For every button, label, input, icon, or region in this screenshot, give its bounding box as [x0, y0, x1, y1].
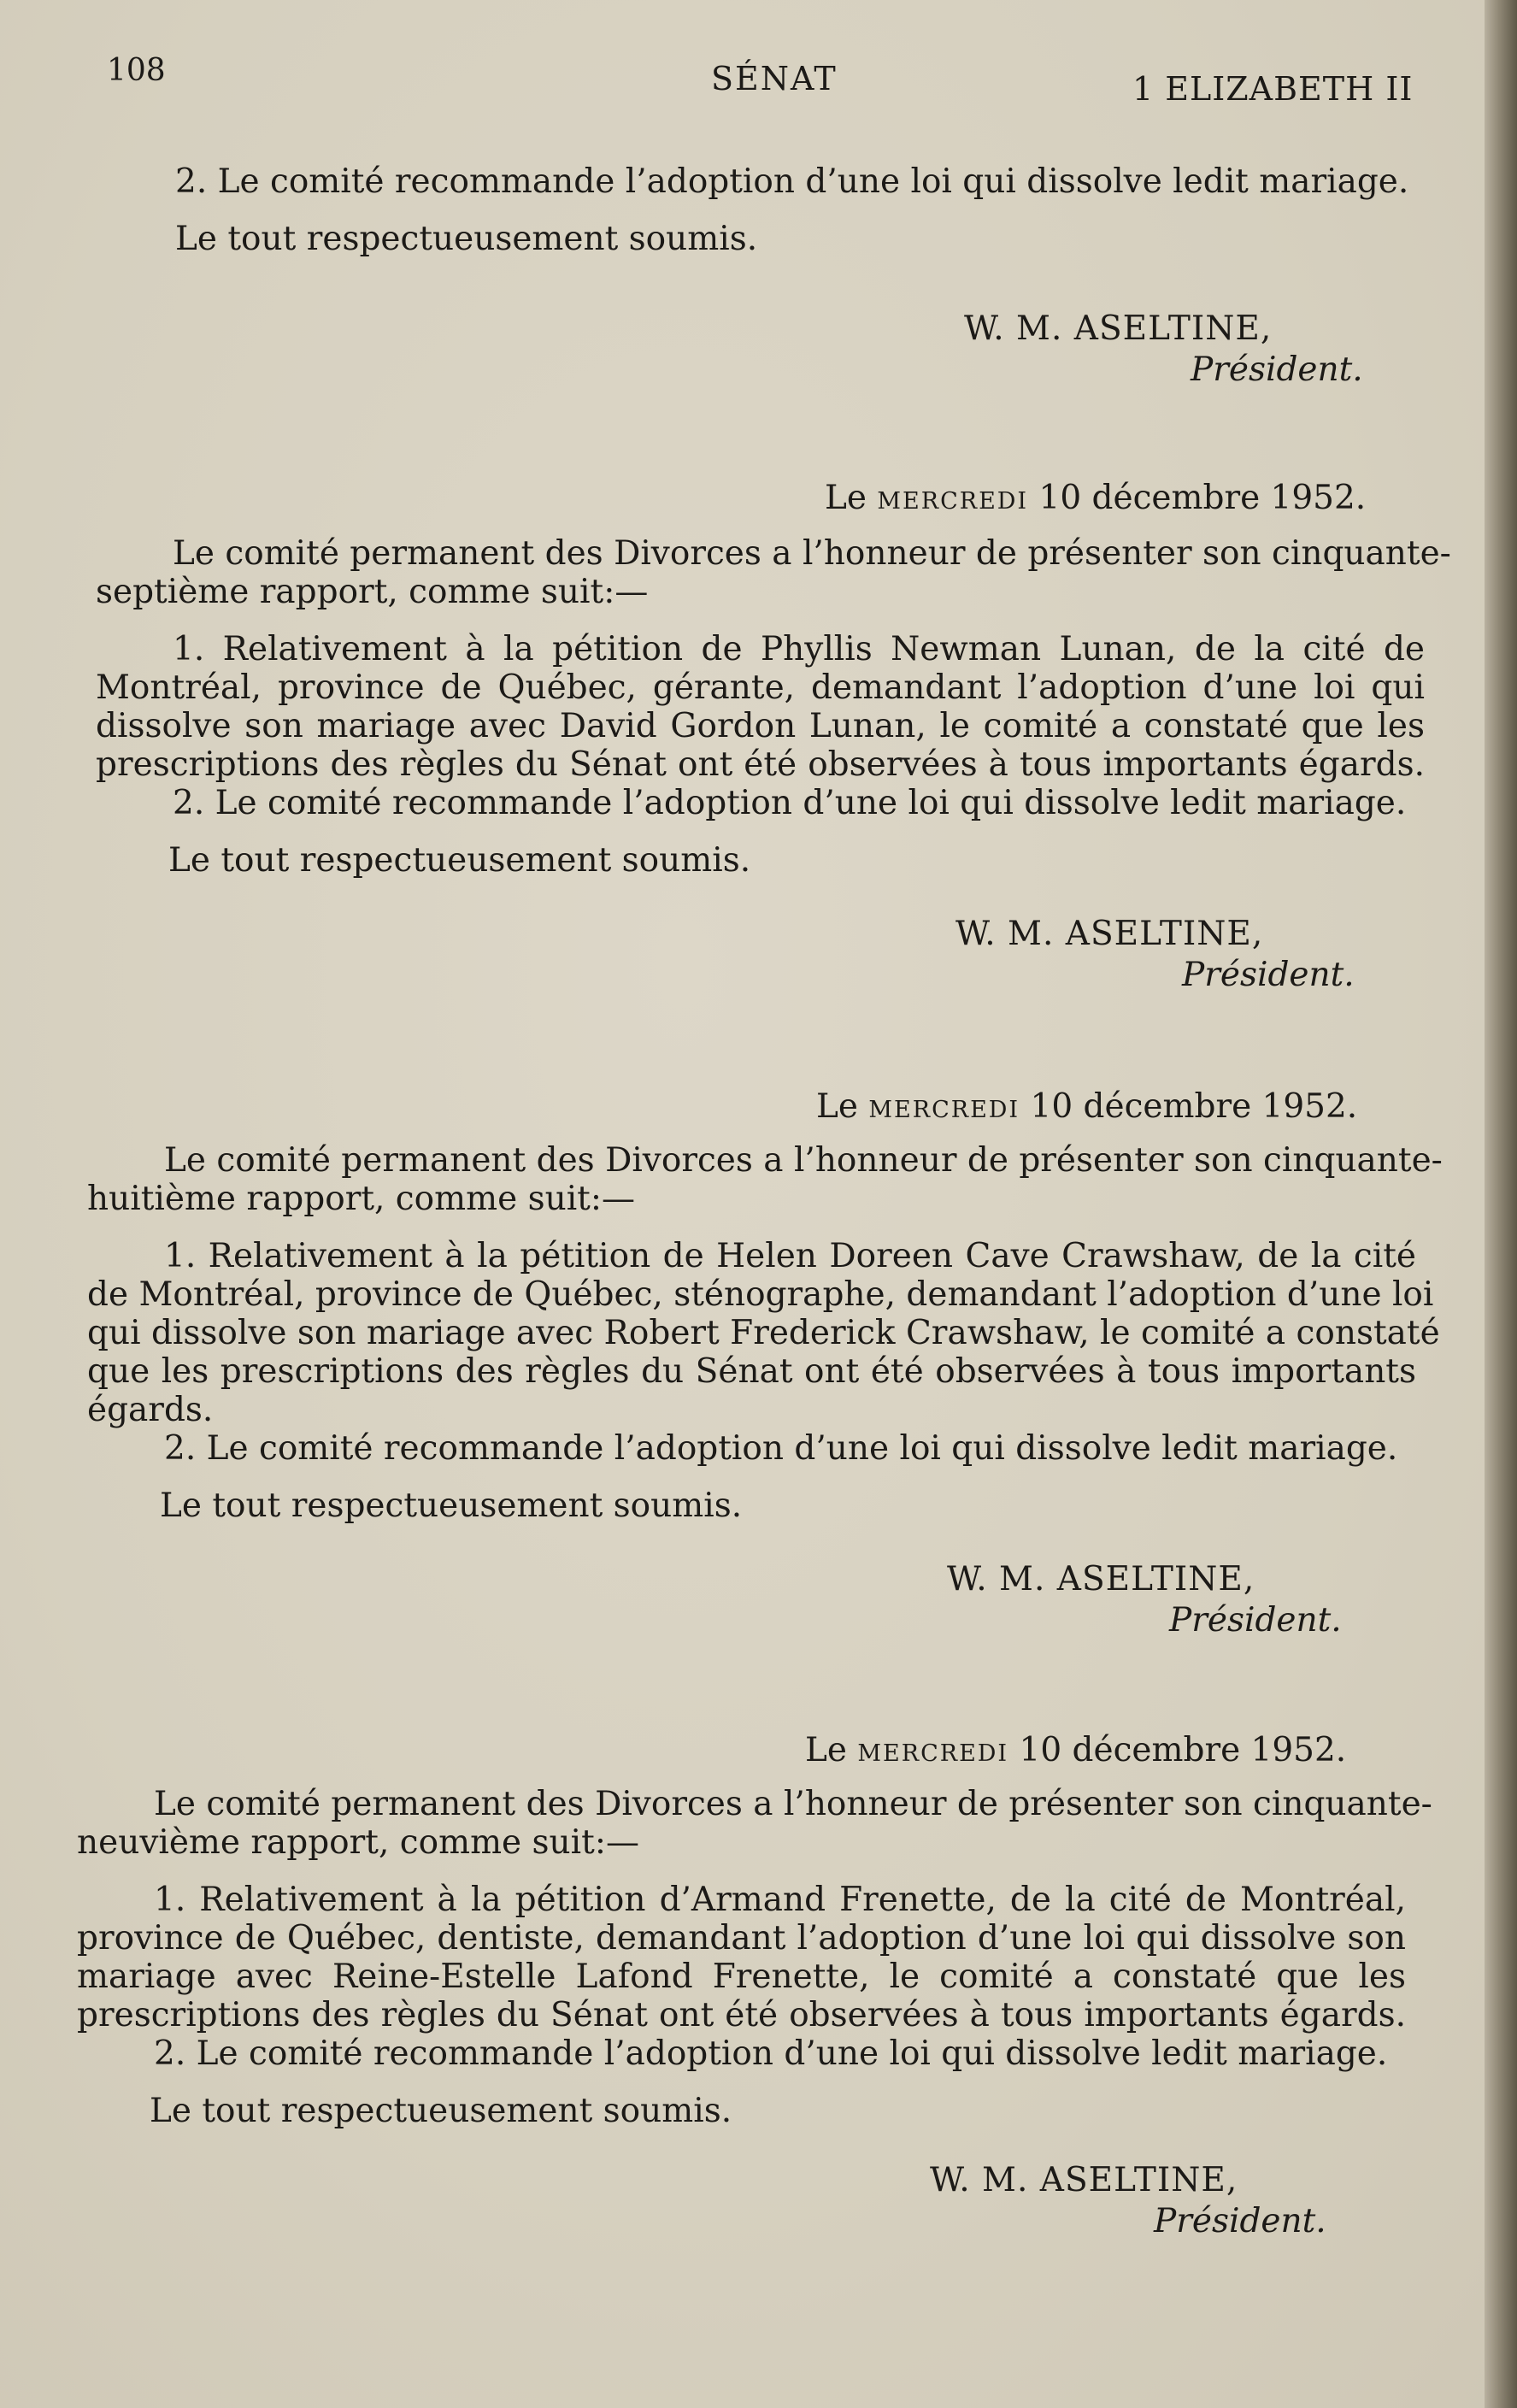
- closing-line: Le tout respectueusement soumis.: [168, 841, 751, 880]
- closing-line: Le tout respectueusement soumis.: [175, 220, 758, 258]
- item1-line: mariage avec Reine-Estelle Lafond Frenette, le comité a constaté que les: [77, 1958, 1406, 1996]
- item1-line: 1. Relativement à la pétition de Helen Doreen Cave Crawshaw, de la cité: [164, 1237, 1416, 1275]
- intro-line: neuvième rapport, comme suit:—: [77, 1823, 639, 1862]
- signatory-name: W. M. ASELTINE,: [930, 2161, 1238, 2199]
- item1-line: 1. Relativement à la pétition d’Armand Frenette, de la cité de Montréal,: [154, 1881, 1406, 1919]
- item1-line: qui dissolve son mariage avec Robert Frederick Crawshaw, le comité a constaté: [87, 1314, 1440, 1352]
- signatory-name: W. M. ASELTINE,: [964, 309, 1273, 348]
- intro-line: Le comité permanent des Divorces a l’honneur de présenter son cinquante-: [173, 534, 1451, 573]
- signatory-title: Président.: [1169, 1601, 1342, 1640]
- item2-line: 2. Le comité recommande l’adoption d’une loi qui dissolve ledit mariage.: [154, 2034, 1388, 2073]
- closing-line: Le tout respectueusement soumis.: [150, 2092, 732, 2130]
- signatory-name: W. M. ASELTINE,: [947, 1560, 1255, 1598]
- signatory-name: W. M. ASELTINE,: [955, 915, 1264, 953]
- recommendation-line: 2. Le comité recommande l’adoption d’une loi qui dissolve ledit mariage.: [175, 162, 1409, 201]
- closing-line: Le tout respectueusement soumis.: [160, 1487, 743, 1525]
- report-58-body: [87, 1141, 1443, 1525]
- intro-line: Le comité permanent des Divorces a l’honneur de présenter son cinquante-: [154, 1785, 1432, 1823]
- intro-line: huitième rapport, comme suit:—: [87, 1180, 635, 1218]
- item2-line: 2. Le comité recommande l’adoption d’une loi qui dissolve ledit mariage.: [173, 784, 1407, 822]
- signatory-title: Président.: [1154, 2202, 1326, 2240]
- item1-line: Montréal, province de Québec, gérante, demandant l’adoption d’une loi qui: [96, 668, 1425, 707]
- item1-line: dissolve son mariage avec David Gordon Lunan, le comité a constaté que les: [96, 707, 1425, 745]
- report-date: Le MERCREDI 10 décembre 1952.: [825, 479, 1367, 517]
- item1-line: prescriptions des règles du Sénat ont été observées à tous importants égards.: [77, 1996, 1406, 2034]
- intro-line: Le comité permanent des Divorces a l’honneur de présenter son cinquante-: [164, 1141, 1443, 1180]
- item1-line: province de Québec, dentiste, demandant l’adoption d’une loi qui dissolve son: [77, 1919, 1406, 1958]
- book-binding-edge: [1485, 0, 1517, 2408]
- regnal-year: 1 ELIZABETH II: [1132, 70, 1414, 108]
- report-59-body: [77, 1785, 1432, 2130]
- report-date: Le MERCREDI 10 décembre 1952.: [805, 1731, 1347, 1769]
- item2-line: 2. Le comité recommande l’adoption d’une loi qui dissolve ledit mariage.: [164, 1429, 1398, 1468]
- intro-line: septième rapport, comme suit:—: [96, 573, 649, 611]
- item1-line: prescriptions des règles du Sénat ont été observées à tous importants égards.: [96, 745, 1425, 784]
- report-57-body: [96, 534, 1451, 880]
- report-date: Le MERCREDI 10 décembre 1952.: [816, 1087, 1358, 1126]
- page-number: 108: [107, 53, 166, 88]
- signatory-title: Président.: [1191, 350, 1363, 389]
- previous-report-end: [175, 162, 1427, 258]
- running-header: [0, 44, 1453, 113]
- item1-line: de Montréal, province de Québec, sténographe, demandant l’adoption d’une loi: [87, 1275, 1434, 1314]
- signatory-title: Président.: [1182, 956, 1355, 994]
- item1-line: 1. Relativement à la pétition de Phyllis Newman Lunan, de la cité de: [173, 630, 1425, 668]
- item1-line: que les prescriptions des règles du Sénat ont été observées à tous importants: [87, 1352, 1416, 1391]
- running-title: SÉNAT: [711, 60, 838, 97]
- item1-line: égards.: [87, 1391, 214, 1429]
